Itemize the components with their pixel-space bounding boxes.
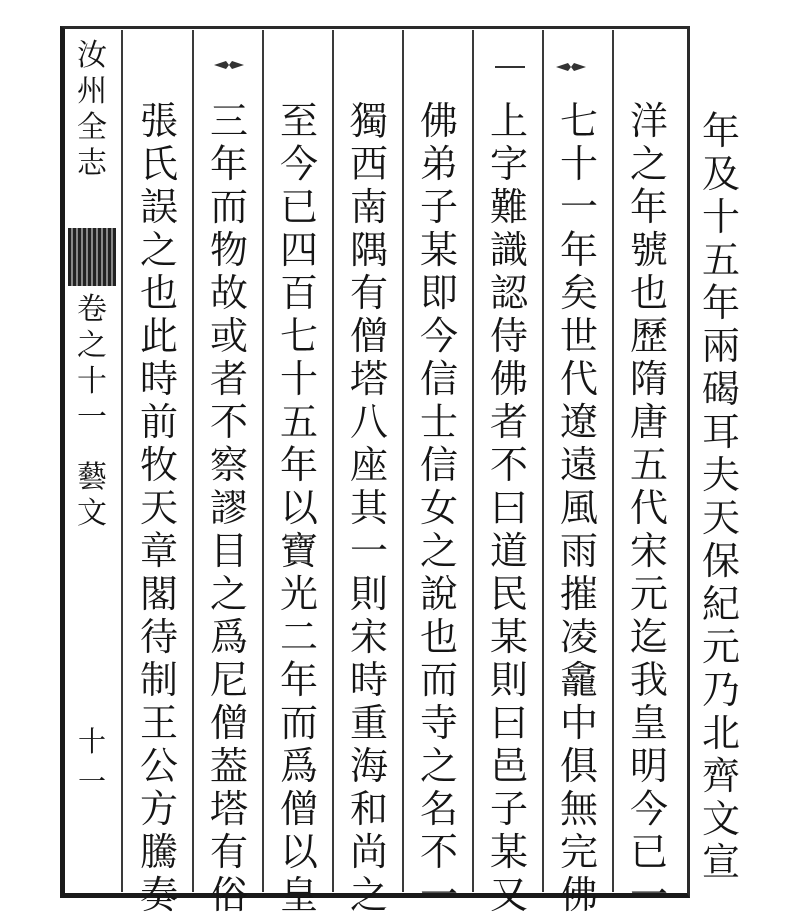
glyph: 難 — [489, 185, 528, 229]
glyph: 或 — [209, 314, 248, 358]
glyph: 說 — [419, 572, 458, 616]
fishtail-mark-icon — [214, 60, 244, 70]
glyph: 之 — [629, 142, 668, 186]
glyph: 者 — [209, 357, 248, 401]
glyph: 僧 — [349, 314, 388, 358]
glyph: 名 — [419, 787, 458, 831]
spine-char: 志 — [77, 146, 107, 181]
glyph: 識 — [489, 228, 528, 272]
glyph: 爲 — [279, 744, 318, 788]
glyph: 字 — [489, 142, 528, 186]
glyph: 保 — [701, 539, 740, 583]
glyph: 而 — [279, 701, 318, 745]
spine-char: 汝 — [77, 38, 107, 73]
spine-char: 全 — [77, 110, 107, 145]
glyph: 也 — [139, 271, 178, 315]
glyph: 時 — [139, 357, 178, 401]
glyph: 年 — [559, 228, 598, 272]
glyph: 王 — [139, 701, 178, 745]
glyph: 宋 — [629, 529, 668, 573]
glyph: 爲 — [209, 615, 248, 659]
glyph: 五 — [701, 238, 740, 282]
glyph: 制 — [139, 658, 178, 702]
glyph: 宣 — [701, 840, 740, 884]
spine-title — [72, 38, 112, 182]
glyph: 也 — [419, 615, 458, 659]
glyph: 故 — [209, 271, 248, 315]
glyph: 目 — [209, 529, 248, 573]
glyph: 七 — [279, 314, 318, 358]
book-spine — [66, 30, 118, 892]
glyph: 之 — [209, 572, 248, 616]
glyph: 之 — [419, 744, 458, 788]
column-rule — [332, 30, 334, 892]
spine-char: 州 — [77, 74, 107, 109]
glyph: 尚 — [349, 830, 388, 874]
glyph: 物 — [209, 228, 248, 272]
glyph: 俱 — [559, 744, 598, 788]
glyph: 待 — [139, 615, 178, 659]
glyph: 曰 — [489, 486, 528, 530]
column-rule — [472, 30, 474, 892]
glyph: 歷 — [629, 314, 668, 358]
spine-char: 一 — [77, 400, 107, 435]
glyph: 八 — [349, 400, 388, 444]
glyph: 公 — [139, 744, 178, 788]
glyph: 三 — [209, 99, 248, 143]
spine-char: 十 — [77, 364, 107, 399]
glyph: 奏 — [139, 873, 178, 917]
glyph: 僧 — [209, 701, 248, 745]
glyph: 則 — [489, 658, 528, 702]
text-column — [270, 100, 328, 917]
text-column — [480, 100, 538, 917]
glyph: 矣 — [559, 271, 598, 315]
glyph: 二 — [279, 615, 318, 659]
spine-char: 藝 — [77, 460, 107, 495]
glyph: 世 — [559, 314, 598, 358]
glyph: 齊 — [701, 754, 740, 798]
glyph: 五 — [279, 400, 318, 444]
glyph: 號 — [629, 228, 668, 272]
glyph: 天 — [139, 486, 178, 530]
glyph: 年 — [279, 443, 318, 487]
glyph: 民 — [489, 572, 528, 616]
glyph: 即 — [419, 271, 458, 315]
spine-section — [72, 460, 112, 532]
glyph: 也 — [629, 271, 668, 315]
glyph: 信 — [419, 443, 458, 487]
glyph: 及 — [701, 152, 740, 196]
glyph: 上 — [489, 99, 528, 143]
glyph: 而 — [209, 185, 248, 229]
glyph: 風 — [559, 486, 598, 530]
glyph: 塔 — [349, 357, 388, 401]
glyph: 無 — [559, 787, 598, 831]
glyph: 張 — [139, 99, 178, 143]
glyph: 文 — [701, 797, 740, 841]
glyph: 乃 — [701, 668, 740, 712]
glyph: 某 — [419, 228, 458, 272]
glyph: 重 — [349, 701, 388, 745]
spine-char: 之 — [77, 328, 107, 363]
glyph: 士 — [419, 400, 458, 444]
glyph: 寶 — [279, 529, 318, 573]
page-number: 十一 — [78, 725, 107, 798]
glyph: 察 — [209, 443, 248, 487]
spine-char: 文 — [77, 496, 107, 531]
glyph: 耳 — [701, 410, 740, 454]
text-column — [200, 100, 258, 917]
glyph: 以 — [279, 486, 318, 530]
glyph: 此 — [139, 314, 178, 358]
glyph: 其 — [349, 486, 388, 530]
glyph: 某 — [489, 830, 528, 874]
fishtail-mark-icon — [495, 62, 525, 72]
glyph: 弟 — [419, 142, 458, 186]
glyph: 年 — [701, 281, 740, 325]
glyph: 遼 — [559, 400, 598, 444]
glyph: 代 — [629, 486, 668, 530]
glyph: 方 — [139, 787, 178, 831]
glyph: 有 — [349, 271, 388, 315]
glyph: 碣 — [701, 367, 740, 411]
glyph: 年 — [209, 142, 248, 186]
glyph: 雨 — [559, 529, 598, 573]
glyph: 之 — [139, 228, 178, 272]
glyph: 邑 — [489, 744, 528, 788]
glyph: 誤 — [139, 185, 178, 229]
glyph: 以 — [279, 830, 318, 874]
glyph: 曰 — [489, 701, 528, 745]
text-column — [620, 100, 678, 917]
glyph: 紀 — [701, 582, 740, 626]
glyph: 迄 — [629, 615, 668, 659]
glyph: 遠 — [559, 443, 598, 487]
glyph: 時 — [349, 658, 388, 702]
glyph: 龕 — [559, 658, 598, 702]
glyph: 佛 — [489, 357, 528, 401]
glyph: 女 — [419, 486, 458, 530]
spine-char: 卷 — [77, 292, 107, 327]
glyph: 之 — [349, 873, 388, 917]
column-rule — [402, 30, 404, 892]
glyph: 天 — [701, 496, 740, 540]
glyph: 明 — [629, 744, 668, 788]
glyph: 牧 — [139, 443, 178, 487]
glyph: 佛 — [419, 99, 458, 143]
text-column — [130, 100, 188, 917]
glyph: 章 — [139, 529, 178, 573]
glyph: 元 — [701, 625, 740, 669]
glyph: 尼 — [209, 658, 248, 702]
glyph: 北 — [701, 711, 740, 755]
column-rule — [121, 30, 123, 892]
glyph: 不 — [489, 443, 528, 487]
column-rule — [262, 30, 264, 892]
glyph: 元 — [629, 572, 668, 616]
glyph: 南 — [349, 185, 388, 229]
glyph: 摧 — [559, 572, 598, 616]
glyph: 氏 — [139, 142, 178, 186]
glyph: 和 — [349, 787, 388, 831]
glyph: 皇 — [629, 701, 668, 745]
glyph: 有 — [209, 830, 248, 874]
glyph: 某 — [489, 615, 528, 659]
glyph: 謬 — [209, 486, 248, 530]
glyph: 子 — [489, 787, 528, 831]
glyph: 已 — [279, 185, 318, 229]
spine-volume — [72, 292, 112, 436]
text-column — [340, 100, 398, 917]
glyph: 今 — [279, 142, 318, 186]
glyph: 不 — [419, 830, 458, 874]
column-rule — [612, 30, 614, 892]
glyph: 一 — [349, 529, 388, 573]
glyph: 座 — [349, 443, 388, 487]
text-column — [550, 100, 608, 917]
glyph: 閣 — [139, 572, 178, 616]
glyph: 者 — [489, 400, 528, 444]
glyph: 僧 — [279, 787, 318, 831]
glyph: 十 — [279, 357, 318, 401]
glyph: 騰 — [139, 830, 178, 874]
glyph: 中 — [559, 701, 598, 745]
glyph: 俗 — [209, 873, 248, 917]
glyph: 年 — [701, 109, 740, 153]
glyph: 隅 — [349, 228, 388, 272]
glyph: 年 — [279, 658, 318, 702]
glyph: 我 — [629, 658, 668, 702]
glyph: 唐 — [629, 400, 668, 444]
glyph: 一 — [559, 185, 598, 229]
glyph: 一 — [419, 873, 458, 917]
glyph: 隋 — [629, 357, 668, 401]
glyph: 代 — [559, 357, 598, 401]
glyph: 侍 — [489, 314, 528, 358]
glyph: 百 — [279, 271, 318, 315]
glyph: 葢 — [209, 744, 248, 788]
column-rule — [192, 30, 194, 892]
glyph: 道 — [489, 529, 528, 573]
glyph: 至 — [279, 99, 318, 143]
glyph: 寺 — [419, 701, 458, 745]
glyph: 十 — [701, 195, 740, 239]
glyph: 海 — [349, 744, 388, 788]
glyph: 子 — [419, 185, 458, 229]
fishtail-mark-icon — [556, 62, 586, 72]
glyph: 完 — [559, 830, 598, 874]
glyph: 之 — [419, 529, 458, 573]
glyph: 已 — [629, 830, 668, 874]
glyph: 五 — [629, 443, 668, 487]
glyph: 七 — [559, 99, 598, 143]
glyph: 十 — [559, 142, 598, 186]
text-column — [410, 100, 468, 917]
glyph: 四 — [279, 228, 318, 272]
glyph: 夫 — [701, 453, 740, 497]
glyph: 又 — [489, 873, 528, 917]
glyph: 信 — [419, 357, 458, 401]
glyph: 佛 — [559, 873, 598, 917]
margin-column — [696, 110, 746, 884]
glyph: 西 — [349, 142, 388, 186]
glyph: 則 — [349, 572, 388, 616]
glyph: 塔 — [209, 787, 248, 831]
glyph: 而 — [419, 658, 458, 702]
glyph: 兩 — [701, 324, 740, 368]
glyph: 今 — [419, 314, 458, 358]
glyph: 今 — [629, 787, 668, 831]
glyph: 一 — [629, 873, 668, 917]
glyph: 光 — [279, 572, 318, 616]
glyph: 前 — [139, 400, 178, 444]
glyph: 獨 — [349, 99, 388, 143]
glyph: 皇 — [279, 873, 318, 917]
glyph: 年 — [629, 185, 668, 229]
glyph: 不 — [209, 400, 248, 444]
glyph: 洋 — [629, 99, 668, 143]
spine-black-band — [68, 228, 116, 286]
glyph: 宋 — [349, 615, 388, 659]
column-rule — [542, 30, 544, 892]
glyph: 認 — [489, 271, 528, 315]
glyph: 凌 — [559, 615, 598, 659]
